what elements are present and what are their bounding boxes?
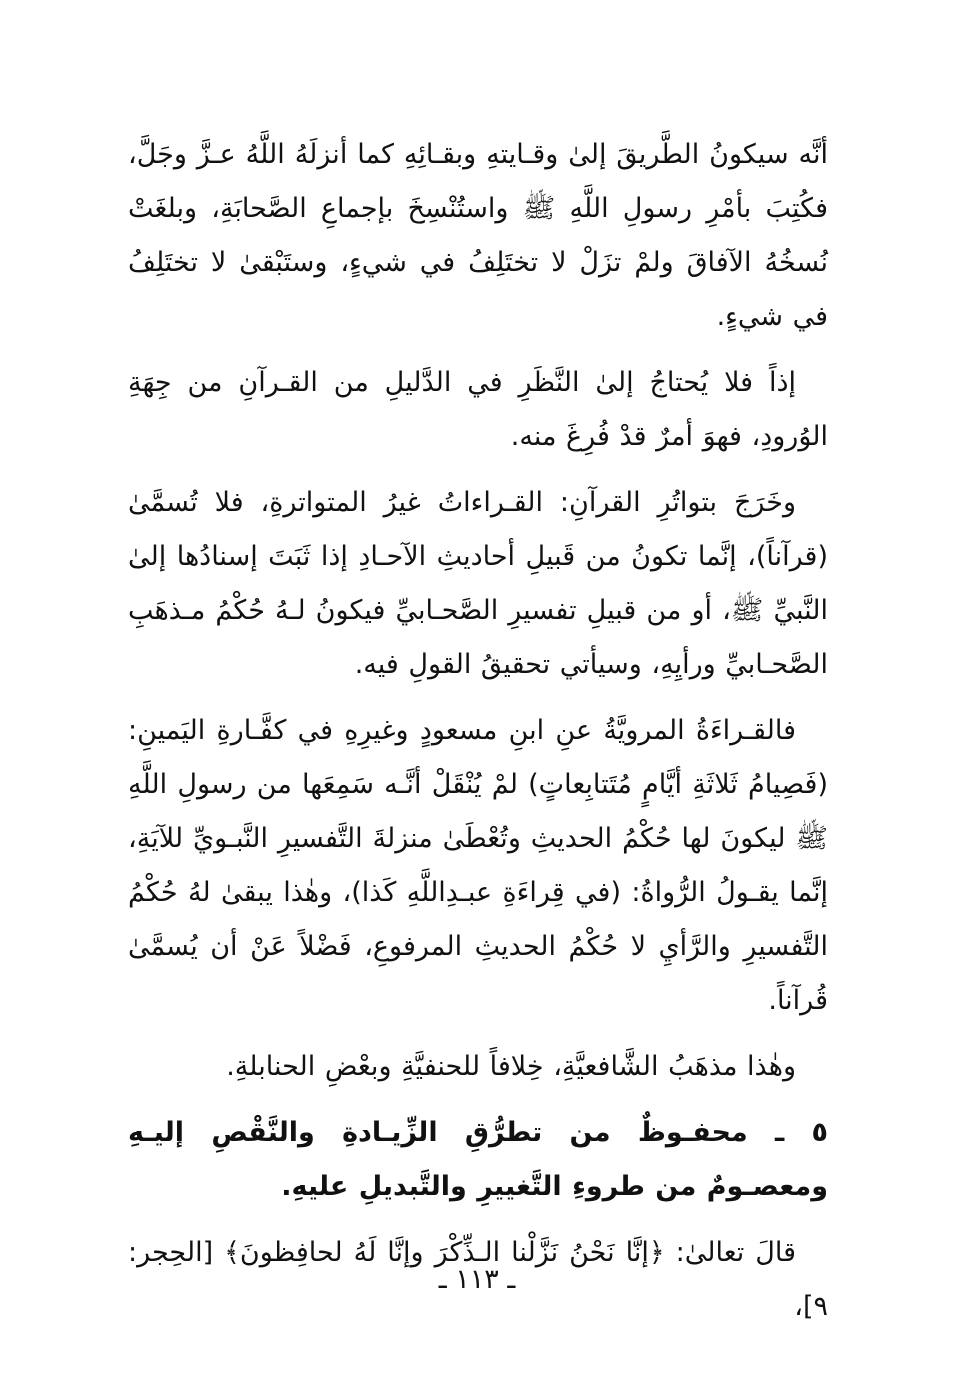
paragraph-no-need-for-transmission-evidence: إذاً فلا يُحتاجُ إلىٰ النَّظَرِ في الدَّليلِ من القـرآنِ من جِهَةِ الوُرودِ، فهوَ أمرٌ قدْ فُرِغَ منه. [128,367,828,452]
page-number: ـ ١١٣ ـ [438,1264,516,1295]
section-heading-point-5: ٥ ـ محفـوظٌ من تطرُّقِ الزِّيـادةِ والنَّقْصِ إليـهِ ومعصـومٌ من طروءِ التَّغييرِ والتَّبديلِ عليهِ. [128,1117,828,1202]
paragraph-qur-an-preservation-continuation: أنَّه سيكونُ الطَّريقَ إلىٰ وقـايتهِ وبقـائِهِ كما أنزلَهُ اللَّهُ عـزَّ وجَلَّ، فكُتِبَ بأمْرِ رسولِ اللَّهِ ﷺ واستُنْسِخَ بإجماعِ الصَّحابَةِ، وبلغَتْ نُسخُهُ الآفاقَ ولمْ تزَلْ لا تختَلِفُ في شيءٍ، وستَبْقىٰ لا تختَلِفُ في شيءٍ. [128,139,828,332]
page-body [128,128,828,1334]
paragraph-madhhab-note: وهٰذا مذهَبُ الشَّافعيَّةِ، خِلافاً للحنفيَّةِ وبعْضِ الحنابلةِ. [226,1051,796,1082]
paragraph-ibn-masud-reading: فالقـراءَةُ المرويَّةُ عنِ ابنِ مسعودٍ وغيرِهِ في كفَّـارةِ اليَمينِ: (فَصِيامُ ثَلاثَةِ أيَّامٍ مُتَتابِعاتٍ) لمْ يُنْقَلْ أنَّـه سَمِعَها من رسولِ اللَّهِ ﷺ ليكونَ لها حُكْمُ الحديثِ وتُعْطَىٰ منزلةَ التَّفسيرِ النَّبـويِّ للآيَةِ، إنَّما يقـولُ الرُّواةُ: (في قِراءَةِ عبـدِاللَّهِ كَذا)، وهٰذا يبقىٰ لهُ حُكْمُ التَّفسيرِ والرَّأيِ لا حُكْمُ الحديثِ المرفوعِ، فَضْلاً عَنْ أن يُسمَّىٰ قُرآناً. [128,715,828,1016]
quran-quote-paragraph: قالَ تعالىٰ: ﴿إنَّا نَحْنُ نَزَّلْنا الـذِّكْرَ وإنَّا لَهُ لحافِظونَ﴾ [الحِجر: ٩]، [128,1237,828,1322]
paragraph-non-mutawatir-readings: وخَرَجَ بتواتُرِ القرآنِ: القـراءاتُ غيرُ المتواترةِ، فلا تُسمَّىٰ (قرآناً)، إنَّما تكونُ من قَبيلِ أحاديثِ الآحـادِ إذا ثَبَتَ إسنادُها إلىٰ النَّبيِّ ﷺ، أو من قبيلِ تفسيرِ الصَّحـابيِّ فيكونُ لـهُ حُكْمُ مـذهَبِ الصَّحـابيِّ ورأيِهِ، وسيأتي تحقيقُ القولِ فيه. [128,487,828,680]
